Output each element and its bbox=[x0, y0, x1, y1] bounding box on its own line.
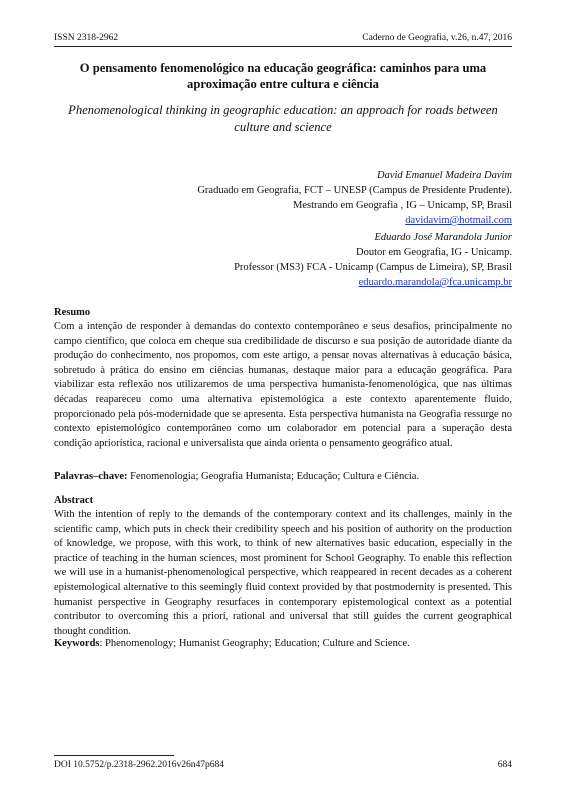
palavras-chave-label: Palavras–chave: bbox=[54, 471, 128, 482]
running-header bbox=[54, 33, 512, 47]
journal-citation: Caderno de Geografia, v.26, n.47, 2016 bbox=[362, 33, 512, 43]
author-block-2 bbox=[92, 230, 512, 290]
page-number: 684 bbox=[497, 760, 512, 770]
page-footer bbox=[54, 760, 512, 770]
title-portuguese: O pensamento fenomenológico na educação geográfica: caminhos para uma aproximação entre cultura e ciência bbox=[79, 61, 487, 91]
footer-rule bbox=[54, 755, 174, 756]
author-name: Eduardo José Marandola Junior bbox=[374, 232, 512, 243]
keywords-label: Keywords bbox=[54, 638, 100, 649]
issn-label: ISSN 2318-2962 bbox=[54, 33, 119, 43]
title-english: Phenomenological thinking in geographic education: an approach for roads between culture and science bbox=[68, 103, 498, 134]
author-block-1 bbox=[92, 168, 512, 228]
resumo-text: Com a intenção de responder à demandas do contexto contemporâneo e seus desafios, principalmente no campo científico, que coloca em cheque sua credibilidade de discurso e sua posição de autoridade diante da produção do conhecimento, nos propomos, com este artigo, a pensar novas alternativas à educação básica, sobretudo à prática do ensino em ciências humanas, destaque maior para a educação geográfica. Para viabilizar esta reflexão nos utilizaremos de uma perspectiva humanista-fenomenológica, que nas últimas décadas reapareceu como uma alternativa epistemológica a este contexto aparentemente fluido, proporcionado pela pós-modernidade que se apresenta. Esta perspectiva humanista na Geografia ressurge no contexto epistemológico contemporâneo como um colaborador em potencial para a superação desta condição apriorística, racional e universalista que ainda orienta o pensamento geográfico atual. bbox=[54, 321, 512, 449]
author-affiliation: Mestrando em Geografia , IG – Unicamp, SP, Brasil bbox=[293, 200, 512, 211]
palavras-chave bbox=[54, 470, 512, 484]
author-name: David Emanuel Madeira Davim bbox=[376, 170, 512, 181]
abstract-section bbox=[54, 494, 512, 639]
author-affiliation: Doutor em Geografia, IG - Unicamp. bbox=[356, 247, 512, 258]
author-affiliation: Graduado em Geografia, FCT – UNESP (Campus de Presidente Prudente). bbox=[197, 185, 512, 196]
abstract-text: With the intention of reply to the demands of the contemporary context and its challenges, mainly in the scientific camp, which puts in check their credibility speech and his position of authority on the production of knowledge, we propose, with this work, to think of new alternatives basic education, especially in the practice of teaching in the human sciences, most prominent for School Geography. To enable this reflection we will use in a humanist-phenomenological perspective, which reappeared in recent decades as a coherent epistemological alternative to this seemingly fluid context provided by that postmodernity is presented. This humanist perspective in Geography resurfaces in contemporary epistemological context as a potential contributor to overcoming this a priori, rational and universal that still guides the current geographical thought condition. bbox=[54, 509, 512, 637]
abstract-heading: Abstract bbox=[54, 495, 94, 506]
palavras-chave-text: Fenomenologia; Geografia Humanista; Educação; Cultura e Ciência. bbox=[127, 471, 420, 482]
resumo-heading: Resumo bbox=[54, 307, 91, 318]
author-affiliation: Professor (MS3) FCA - Unicamp (Campus de Limeira), SP, Brasil bbox=[234, 262, 512, 273]
resumo-section bbox=[54, 306, 512, 451]
keywords bbox=[54, 637, 512, 651]
author-email-link[interactable]: eduardo.marandola@fca.unicamp.br bbox=[358, 277, 512, 288]
author-email-link[interactable]: davidavim@hotmail.com bbox=[405, 215, 512, 226]
keywords-text: : Phenomenology; Humanist Geography; Education; Culture and Science. bbox=[99, 638, 410, 649]
doi-label: DOI 10.5752/p.2318-2962.2016v26n47p684 bbox=[54, 760, 224, 770]
